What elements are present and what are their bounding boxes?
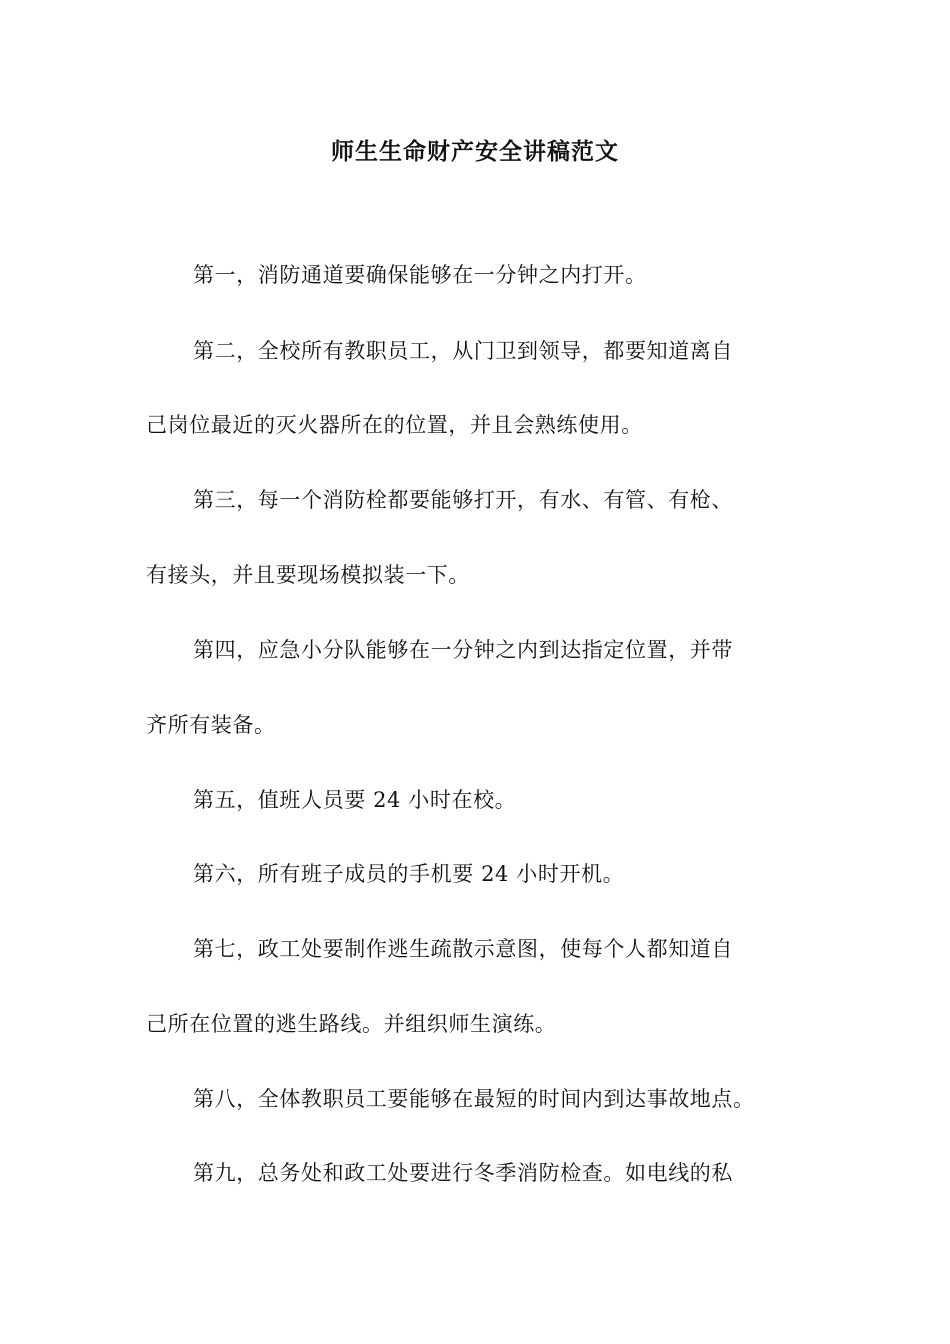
- paragraph-line-3: 己岗位最近的灭火器所在的位置，并且会熟练使用。: [146, 413, 643, 437]
- paragraph-line-5: 有接头，并且要现场模拟装一下。: [146, 563, 470, 587]
- paragraph-line-13: 第九，总务处和政工处要进行冬季消防检查。如电线的私: [193, 1161, 733, 1185]
- document-title: 师生生命财产安全讲稿范文: [331, 138, 619, 165]
- paragraph-line-1: 第一，消防通道要确保能够在一分钟之内打开。: [193, 263, 647, 287]
- paragraph-line-4: 第三，每一个消防栓都要能够打开，有水、有管、有枪、: [193, 488, 733, 512]
- paragraph-line-12: 第八，全体教职员工要能够在最短的时间内到达事故地点。: [193, 1087, 755, 1111]
- paragraph-line-7: 齐所有装备。: [146, 713, 276, 737]
- paragraph-line-9: 第六，所有班子成员的手机要 24 小时开机。: [193, 862, 625, 886]
- paragraph-line-8: 第五，值班人员要 24 小时在校。: [193, 788, 517, 812]
- paragraph-line-6: 第四，应急小分队能够在一分钟之内到达指定位置，并带: [193, 638, 733, 662]
- paragraph-line-2: 第二，全校所有教职员工，从门卫到领导，都要知道离自: [193, 339, 733, 363]
- paragraph-line-10: 第七，政工处要制作逃生疏散示意图，使每个人都知道自: [193, 937, 733, 961]
- paragraph-line-11: 己所在位置的逃生路线。并组织师生演练。: [146, 1012, 557, 1036]
